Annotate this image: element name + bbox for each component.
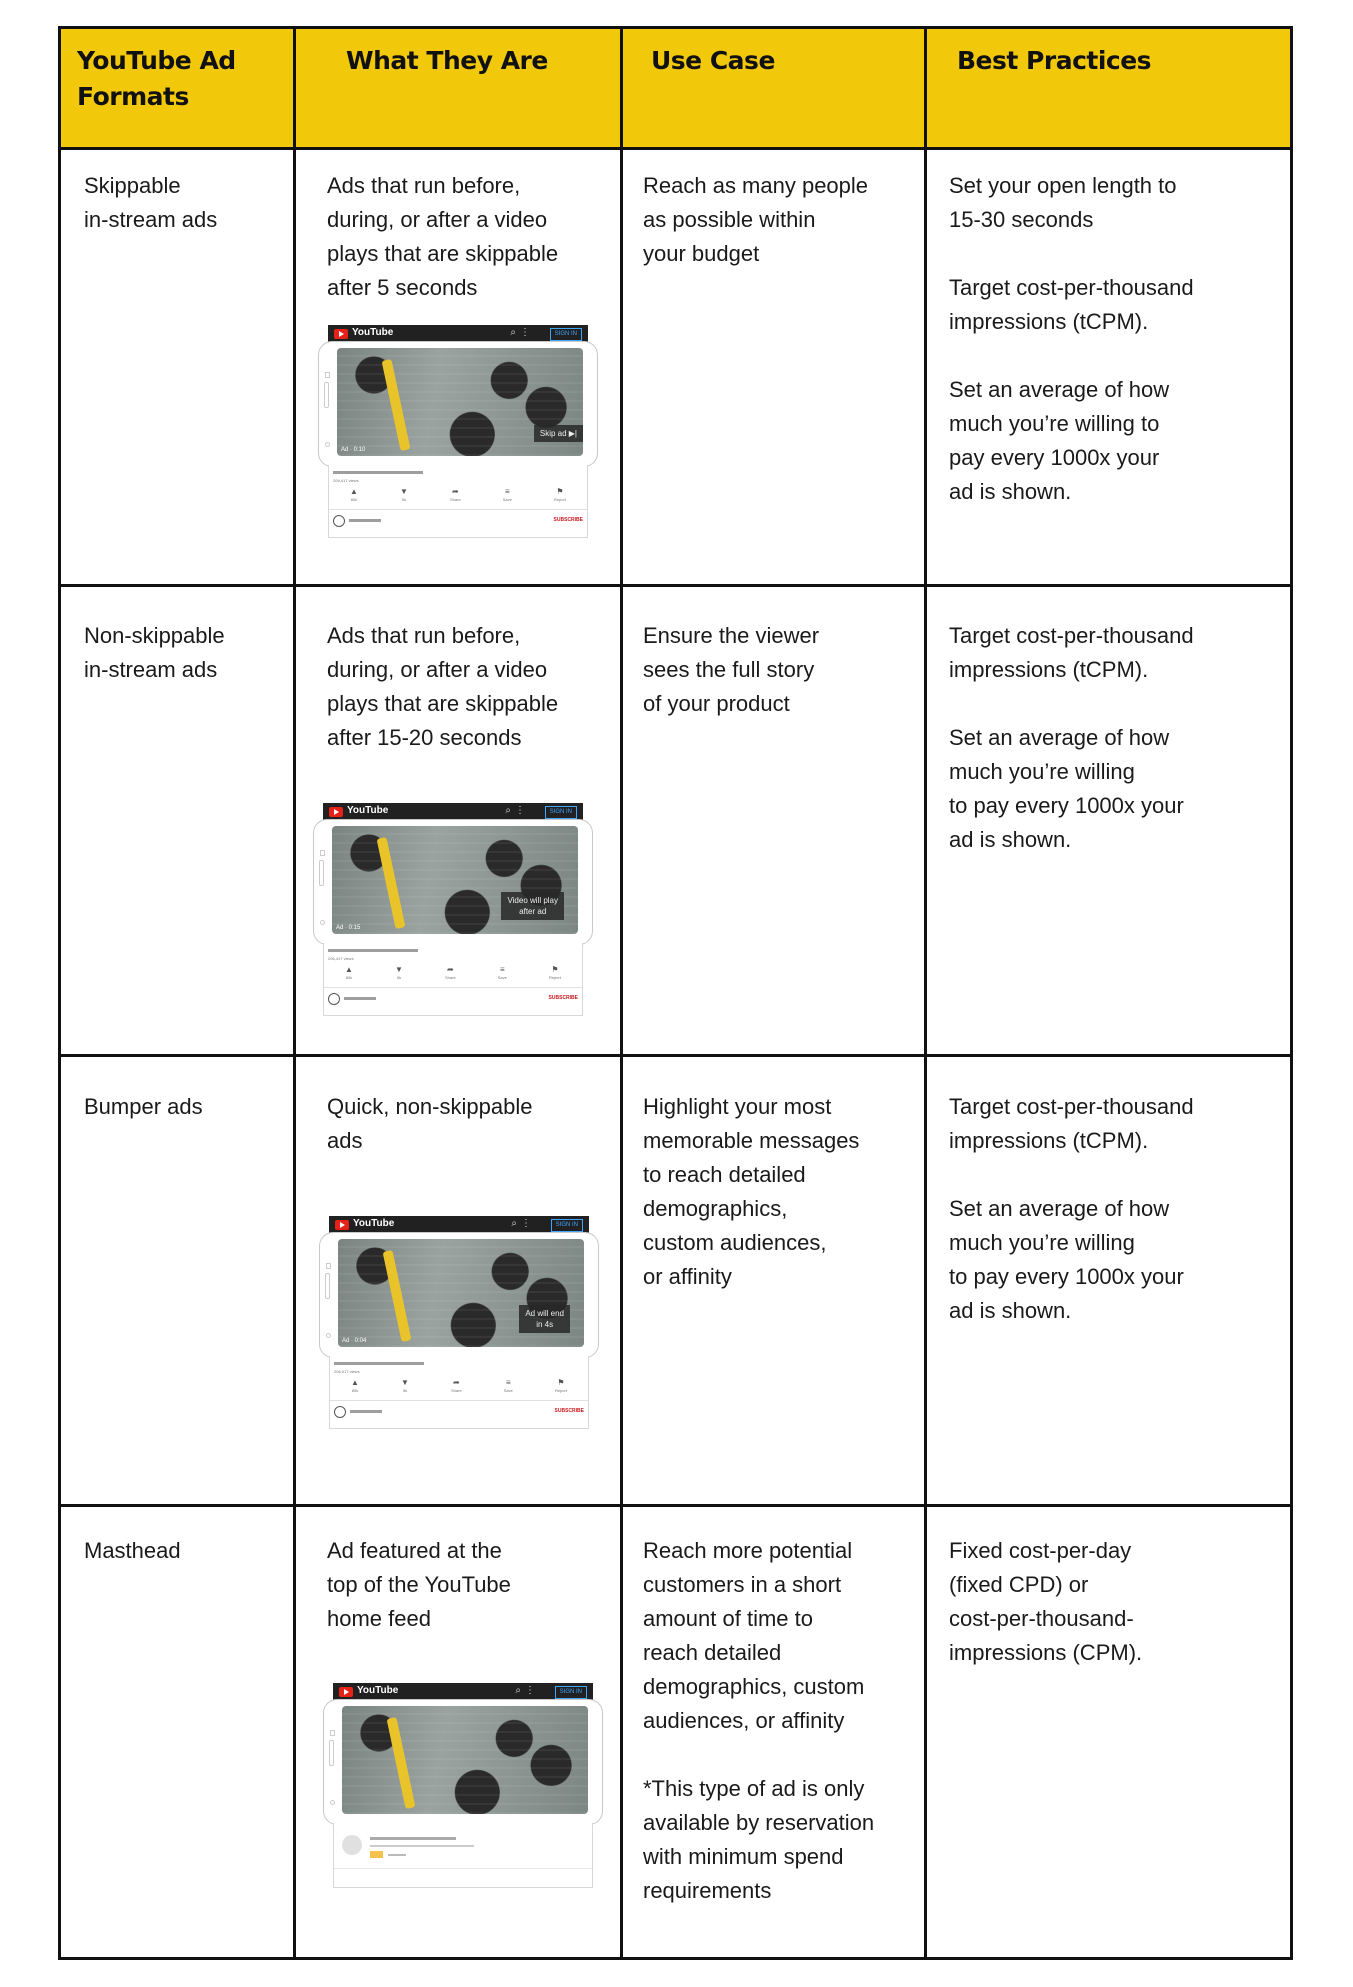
- save-label: Save: [502, 497, 512, 502]
- subscribe-button: SUBSCRIBE: [553, 517, 583, 523]
- phone-button: [326, 1333, 331, 1338]
- save-action: [504, 1378, 513, 1400]
- thumbs-up-icon: ▲: [350, 487, 358, 496]
- table-header-row: [61, 29, 1290, 150]
- ad-will-end-overlay: Ad will end in 4s: [519, 1305, 570, 1333]
- channel-name-placeholder: [350, 1410, 382, 1413]
- flag-icon: ⚑: [551, 965, 559, 974]
- column-divider: [620, 29, 623, 1957]
- report-label: Report: [548, 975, 561, 980]
- youtube-brand: YouTube: [353, 1218, 395, 1229]
- phone-button: [330, 1730, 335, 1736]
- channel-avatar: [328, 993, 340, 1005]
- phone-frame: [313, 819, 593, 945]
- video-will-play-overlay: Video will play after ad: [501, 892, 564, 920]
- like-action: [351, 1378, 359, 1400]
- best-practices: Fixed cost-per-day (fixed CPD) or cost-per-thousand- impressions (CPM).: [949, 1538, 1143, 1665]
- header-use-case: Use Case: [651, 46, 775, 75]
- channel-avatar: [342, 1835, 362, 1855]
- dislike-action: [401, 1378, 409, 1400]
- channel-avatar: [334, 1406, 346, 1418]
- report-action: [549, 965, 561, 987]
- phone-button: [320, 920, 325, 925]
- save-label: Save: [503, 1388, 513, 1393]
- share-action: [451, 1378, 462, 1400]
- youtube-brand: YouTube: [352, 327, 394, 338]
- search-icon: ⌕: [515, 1685, 521, 1696]
- playlist-add-icon: ≡: [505, 1378, 511, 1387]
- report-label: Report: [554, 1388, 567, 1393]
- header-what-they-are: What They Are: [346, 46, 548, 75]
- subscribe-button: SUBSCRIBE: [554, 1408, 584, 1414]
- flag-icon: ⚑: [557, 1378, 565, 1387]
- best-practices: Set your open length to 15-30 seconds Target cost-per-thousand impressions (tCPM). Set an average of how much you’re willing to pay every 1000x your ad is shown.: [949, 173, 1194, 504]
- use-case: Reach as many people as possible within your budget: [643, 173, 869, 266]
- share-icon: ➦: [452, 1378, 460, 1387]
- format-name: Non-skippable in-stream ads: [84, 623, 225, 682]
- header-best-practices: Best Practices: [957, 46, 1152, 75]
- video-info: [329, 1356, 589, 1429]
- more-icon: ⋮: [521, 1218, 531, 1229]
- phone-button: [329, 1740, 334, 1766]
- channel-name-placeholder: [344, 997, 376, 1000]
- dislike-count: 5k: [401, 497, 407, 502]
- row-divider: [61, 147, 1290, 150]
- view-count: 209,417 views: [333, 478, 359, 483]
- thumbs-up-icon: ▲: [351, 1378, 359, 1387]
- phone-button: [330, 1800, 335, 1805]
- share-action: [450, 487, 461, 509]
- search-icon: ⌕: [510, 327, 516, 338]
- video-title-placeholder: [328, 949, 418, 952]
- format-name: Bumper ads: [84, 1094, 203, 1119]
- dislike-action: [400, 487, 408, 509]
- share-label: Share: [445, 975, 456, 980]
- video-title-placeholder: [334, 1362, 424, 1365]
- youtube-logo-icon: [329, 807, 343, 817]
- share-action: [445, 965, 456, 987]
- bike-image: [387, 1717, 416, 1809]
- thumbs-down-icon: ▼: [401, 1378, 409, 1387]
- youtube-logo-icon: [339, 1687, 353, 1697]
- phone-frame: [319, 1232, 599, 1358]
- search-icon: ⌕: [505, 805, 511, 816]
- phone-button: [325, 442, 330, 447]
- playlist-add-icon: ≡: [504, 487, 510, 496]
- sign-in-button: SIGN IN: [551, 1219, 583, 1232]
- thumbs-up-icon: ▲: [345, 965, 353, 974]
- like-action: [350, 487, 358, 509]
- like-action: [345, 965, 353, 987]
- sign-in-button: SIGN IN: [550, 328, 582, 341]
- use-case: Reach more potential customers in a short amount of time to reach detailed demographics, custom audiences, or affinity *This type of ad is only available by reservation with minimum spend requirements: [643, 1538, 875, 1903]
- phone-button: [325, 372, 330, 378]
- format-description: Ads that run before, during, or after a video plays that are skippable after 5 seconds: [327, 173, 559, 300]
- bike-image: [383, 1250, 412, 1342]
- sign-in-button: SIGN IN: [555, 1686, 587, 1699]
- phone-frame: [323, 1699, 603, 1825]
- flag-icon: ⚑: [556, 487, 564, 496]
- video-thumbnail: [338, 1239, 584, 1347]
- more-icon: ⋮: [515, 805, 525, 816]
- bike-image: [377, 837, 406, 929]
- format-name: Masthead: [84, 1538, 181, 1563]
- phone-button: [325, 1273, 330, 1299]
- video-thumbnail: [337, 348, 583, 456]
- phone-frame: [318, 341, 598, 467]
- row-divider: [61, 1054, 1290, 1057]
- more-icon: ⋮: [525, 1685, 535, 1696]
- use-case: Ensure the viewer sees the full story of your product: [643, 623, 820, 716]
- row-divider: [61, 1504, 1290, 1507]
- like-count: 80k: [351, 1388, 359, 1393]
- youtube-logo-icon: [334, 329, 348, 339]
- phone-button: [324, 382, 329, 408]
- home-feed-item: [333, 1823, 593, 1888]
- dislike-count: 5k: [402, 1388, 408, 1393]
- report-action: [555, 1378, 567, 1400]
- bike-image: [382, 359, 411, 451]
- save-label: Save: [497, 975, 507, 980]
- channel-avatar: [333, 515, 345, 527]
- action-bar: [329, 487, 587, 510]
- column-divider: [293, 29, 296, 1957]
- view-count: 206,417 views: [328, 956, 354, 961]
- phone-button: [326, 1263, 331, 1269]
- playlist-add-icon: ≡: [499, 965, 505, 974]
- thumbs-down-icon: ▼: [395, 965, 403, 974]
- ad-timer: Ad · 0:15: [336, 925, 361, 931]
- ad-formats-table: [58, 26, 1293, 1960]
- dislike-action: [395, 965, 403, 987]
- action-bar: [324, 965, 582, 988]
- video-info: [328, 465, 588, 538]
- meta-placeholder: [388, 1854, 406, 1856]
- use-case: Highlight your most memorable messages to reach detailed demographics, custom audiences, or affinity: [643, 1094, 860, 1289]
- divider: [334, 1868, 592, 1869]
- sign-in-button: SIGN IN: [545, 806, 577, 819]
- youtube-brand: YouTube: [357, 1685, 399, 1696]
- video-thumbnail: [332, 826, 578, 934]
- subscribe-button: SUBSCRIBE: [548, 995, 578, 1001]
- share-icon: ➦: [451, 487, 459, 496]
- save-action: [503, 487, 512, 509]
- row-divider: [61, 584, 1290, 587]
- save-action: [498, 965, 507, 987]
- video-title-placeholder: [333, 471, 423, 474]
- share-label: Share: [451, 1388, 462, 1393]
- format-name: Skippable in-stream ads: [84, 173, 218, 232]
- header-formats: YouTube Ad Formats: [77, 46, 236, 111]
- format-description: Quick, non-skippable ads: [327, 1094, 533, 1153]
- phone-button: [319, 860, 324, 886]
- share-label: Share: [450, 497, 461, 502]
- best-practices: Target cost-per-thousand impressions (tCPM). Set an average of how much you’re willing to pay every 1000x your ad is shown.: [949, 1094, 1194, 1323]
- search-icon: ⌕: [511, 1218, 517, 1229]
- more-icon: ⋮: [520, 327, 530, 338]
- ad-badge: [370, 1851, 383, 1858]
- video-info: [323, 943, 583, 1016]
- channel-name-placeholder: [349, 519, 381, 522]
- like-count: 80k: [345, 975, 353, 980]
- youtube-logo-icon: [335, 1220, 349, 1230]
- report-action: [554, 487, 566, 509]
- thumbs-down-icon: ▼: [400, 487, 408, 496]
- view-count: 206,017 views: [334, 1369, 360, 1374]
- ad-timer: Ad · 0:10: [341, 447, 366, 453]
- best-practices: Target cost-per-thousand impressions (tCPM). Set an average of how much you’re willing to pay every 1000x your ad is shown.: [949, 623, 1194, 852]
- dislike-count: 5k: [396, 975, 402, 980]
- skip-ad-overlay: Skip ad ▶|: [534, 425, 583, 442]
- subtitle-placeholder: [370, 1845, 474, 1847]
- video-thumbnail: [342, 1706, 588, 1814]
- share-icon: ➦: [446, 965, 454, 974]
- format-description: Ad featured at the top of the YouTube home feed: [327, 1538, 511, 1631]
- format-description: Ads that run before, during, or after a video plays that are skippable after 15-20 seconds: [327, 623, 559, 750]
- like-count: 80k: [350, 497, 358, 502]
- report-label: Report: [553, 497, 566, 502]
- column-divider: [924, 29, 927, 1957]
- youtube-brand: YouTube: [347, 805, 389, 816]
- ad-timer: Ad · 0:04: [342, 1338, 367, 1344]
- phone-button: [320, 850, 325, 856]
- action-bar: [330, 1378, 588, 1401]
- title-placeholder: [370, 1837, 456, 1840]
